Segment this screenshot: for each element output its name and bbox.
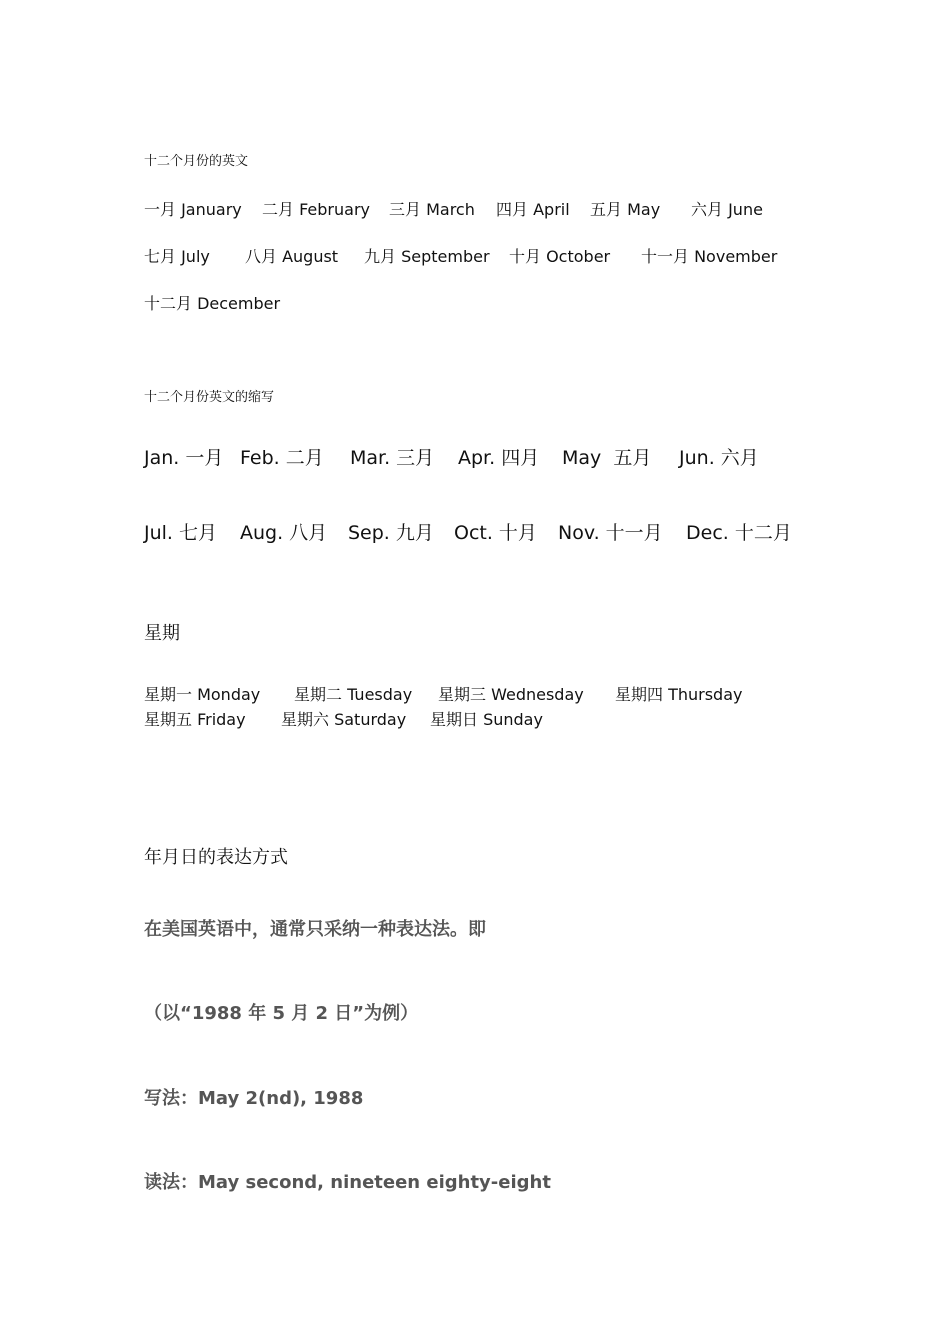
abbr-item: Jun. 六月	[679, 447, 759, 469]
months-title: 十二个月份的英文	[144, 154, 249, 169]
month-item: 二月 February	[262, 200, 370, 219]
weekday-item: 星期四 Thursday	[615, 685, 743, 704]
abbr-item: Jan. 一月	[144, 447, 224, 469]
weekday-item: 星期日 Sunday	[430, 710, 543, 729]
abbr-item: Apr. 四月	[458, 447, 540, 469]
date-line: （以“1988 年 5 月 2 日”为例）	[144, 1003, 419, 1024]
month-item: 十一月 November	[641, 247, 778, 266]
date-title: 年月日的表达方式	[144, 847, 288, 868]
date-line: 读法：May second, nineteen eighty-eight	[144, 1172, 551, 1193]
weekday-item: 星期一 Monday	[144, 685, 261, 704]
month-item: 四月 April	[496, 200, 570, 219]
month-item: 七月 July	[144, 247, 210, 266]
abbr-item: Dec. 十二月	[686, 522, 792, 544]
date-line: 写法：May 2(nd), 1988	[144, 1088, 364, 1109]
abbr-item: Jul. 七月	[144, 522, 218, 544]
month-item: 一月 January	[144, 200, 242, 219]
weekday-item: 星期二 Tuesday	[294, 685, 413, 704]
weekday-item: 星期三 Wednesday	[438, 685, 584, 704]
abbr-item: Nov. 十一月	[558, 522, 663, 544]
abbr-title: 十二个月份英文的缩写	[144, 390, 275, 405]
weekday-item: 星期五 Friday	[144, 710, 246, 729]
abbr-item: Sep. 九月	[348, 522, 434, 544]
abbr-item: May 五月	[562, 447, 652, 469]
month-item: 十二月 December	[144, 294, 281, 313]
week-title: 星期	[144, 623, 180, 644]
abbr-item: Feb. 二月	[240, 447, 324, 469]
abbr-item: Oct. 十月	[454, 522, 537, 544]
weekday-item: 星期六 Saturday	[281, 710, 407, 729]
date-line: 在美国英语中，通常只采纳一种表达法。即	[144, 919, 486, 940]
month-item: 十月 October	[509, 247, 611, 266]
month-item: 六月 June	[691, 200, 763, 219]
abbr-item: Mar. 三月	[350, 447, 435, 469]
month-item: 八月 August	[245, 247, 339, 266]
month-item: 九月 September	[364, 247, 490, 266]
month-item: 三月 March	[389, 200, 475, 219]
abbr-item: Aug. 八月	[240, 522, 328, 544]
month-item: 五月 May	[590, 200, 661, 219]
